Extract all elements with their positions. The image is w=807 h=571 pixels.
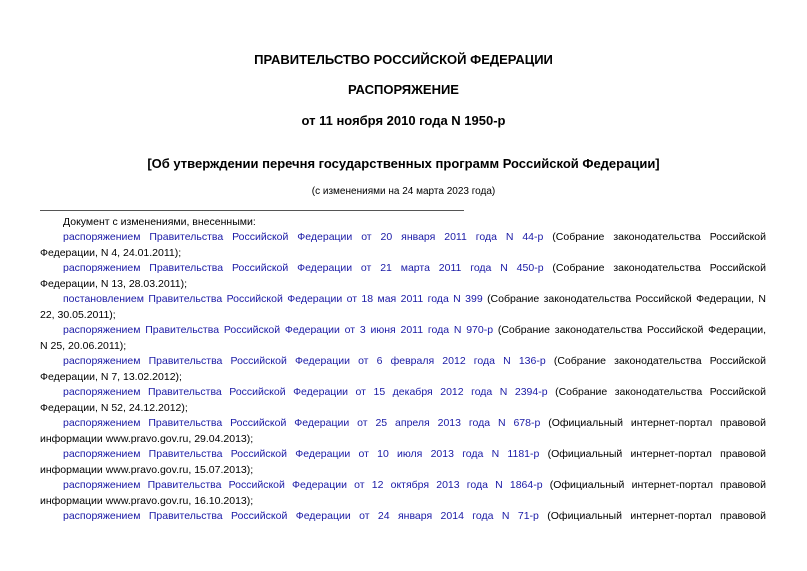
changes-date-note: (с изменениями на 24 марта 2023 года) bbox=[311, 186, 496, 197]
source-text: (Официальный интернет-портал правовой bbox=[542, 479, 767, 491]
amendment-link[interactable]: постановлением Правительства Российской Федерации от 18 мая 2011 года N 399 bbox=[63, 293, 483, 305]
source-text: информации www.pravo.gov.ru, 15.07.2013); bbox=[40, 463, 254, 476]
amendment-link[interactable]: распоряжением Правительства Российской Федерации от 25 апреля 2013 года N 678-р bbox=[63, 417, 541, 429]
source-text: (Собрание законодательства Российской Федерации, N bbox=[482, 293, 767, 305]
source-text: информации www.pravo.gov.ru, 16.10.2013); bbox=[40, 494, 254, 507]
source-text: (Собрание законодательства Российской bbox=[547, 386, 766, 398]
source-text: Федерации, N 4, 24.01.2011); bbox=[40, 246, 182, 259]
amendment-link[interactable]: распоряжением Правительства Российской Федерации от 12 октября 2013 года N 1864-р bbox=[63, 479, 543, 491]
source-text: (Официальный интернет-портал правовой bbox=[538, 510, 767, 522]
document-kind-heading: РАСПОРЯЖЕНИЕ bbox=[348, 82, 459, 97]
list-item bbox=[40, 385, 766, 416]
source-text: (Собрание законодательства Российской Федерации, bbox=[493, 324, 766, 336]
source-text: Федерации, N 7, 13.02.2012); bbox=[40, 370, 182, 383]
source-text: Федерации, N 13, 28.03.2011); bbox=[40, 277, 188, 290]
source-text: Федерации, N 52, 24.12.2012); bbox=[40, 401, 188, 414]
source-text: N 25, 20.06.2011); bbox=[40, 339, 127, 352]
list-item bbox=[40, 230, 766, 261]
source-text: 22, 30.05.2011); bbox=[40, 308, 116, 321]
list-item bbox=[40, 447, 766, 478]
source-text: (Собрание законодательства Российской bbox=[545, 355, 767, 367]
amendment-link[interactable]: распоряжением Правительства Российской Федерации от 3 июня 2011 года N 970-р bbox=[63, 324, 494, 336]
source-text: (Официальный интернет-портал правовой bbox=[540, 417, 766, 429]
list-item bbox=[40, 323, 766, 354]
list-item bbox=[40, 354, 766, 385]
list-item bbox=[40, 292, 766, 323]
list-item bbox=[40, 509, 766, 525]
government-heading: ПРАВИТЕЛЬСТВО РОССИЙСКОЙ ФЕДЕРАЦИИ bbox=[254, 52, 553, 67]
source-text: информации www.pravo.gov.ru, 29.04.2013); bbox=[40, 432, 254, 445]
source-text: (Собрание законодательства Российской bbox=[543, 262, 766, 274]
list-item bbox=[40, 261, 766, 292]
amendment-link[interactable]: распоряжением Правительства Российской Федерации от 21 марта 2011 года N 450-р bbox=[63, 262, 544, 274]
list-item bbox=[40, 478, 766, 509]
amendment-link[interactable]: распоряжением Правительства Российской Федерации от 15 декабря 2012 года N 2394-р bbox=[63, 386, 548, 398]
source-text: (Официальный интернет-портал правовой bbox=[539, 448, 767, 460]
amendment-link[interactable]: распоряжением Правительства Российской Федерации от 6 февраля 2012 года N 136-р bbox=[63, 355, 546, 367]
document-title: [Об утверждении перечня государственных программ Российской Федерации] bbox=[147, 156, 660, 171]
amendment-link[interactable]: распоряжением Правительства Российской Федерации от 24 января 2014 года N 71-р bbox=[63, 510, 539, 522]
amendment-link[interactable]: распоряжением Правительства Российской Федерации от 10 июля 2013 года N 1181-р bbox=[63, 448, 540, 460]
list-item bbox=[40, 416, 766, 447]
divider bbox=[40, 210, 464, 211]
changes-list bbox=[40, 230, 766, 525]
source-text: (Собрание законодательства Российской bbox=[543, 231, 766, 243]
changes-intro: Документ с изменениями, внесенными: bbox=[63, 216, 256, 228]
document-date-heading: от 11 ноября 2010 года N 1950-р bbox=[301, 113, 506, 128]
amendment-link[interactable]: распоряжением Правительства Российской Федерации от 20 января 2011 года N 44-р bbox=[63, 231, 544, 243]
